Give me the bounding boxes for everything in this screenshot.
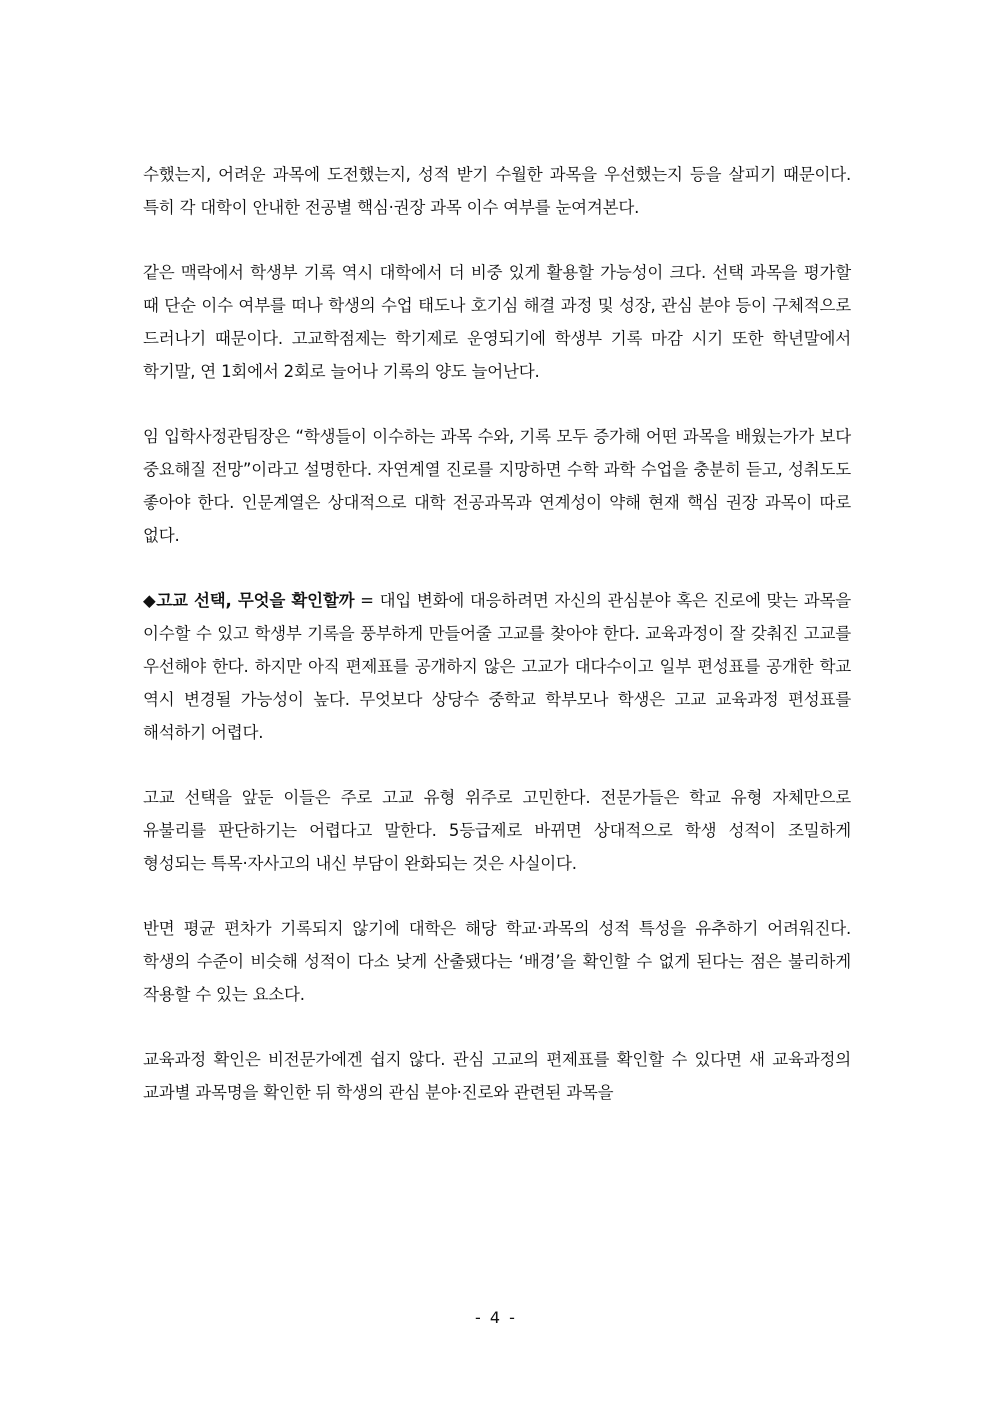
section-heading: ◆고교 선택, 무엇을 확인할까	[143, 591, 355, 610]
paragraph-7: 교육과정 확인은 비전문가에겐 쉽지 않다. 관심 고교의 편제표를 확인할 수 있다면 새 교육과정의 교과별 과목명을 확인한 뒤 학생의 관심 분야·진로와 관련된 과목을	[143, 1050, 851, 1102]
document-body	[143, 158, 851, 1141]
section-body: = 대입 변화에 대응하려면 자신의 관심분야 혹은 진로에 맞는 과목을 이수할 수 있고 학생부 기록을 풍부하게 만들어줄 고교를 찾아야 한다. 교육과정이 잘 갖춰진 고교를 우선해야 한다. 하지만 아직 편제표를 공개하지 않은 고교가 대다수이고 일부 편성표를 공개한 학교 역시 변경될 가능성이 높다. 무엇보다 상당수 중학교 학부모나 학생은 고교 교육과정 편성표를 해석하기 어렵다.	[143, 591, 852, 742]
paragraph-5: 고교 선택을 앞둔 이들은 주로 고교 유형 위주로 고민한다. 전문가들은 학교 유형 자체만으로 유불리를 판단하기는 어렵다고 말한다. 5등급제로 바뀌면 상대적으로 학생 성적이 조밀하게 형성되는 특목·자사고의 내신 부담이 완화되는 것은 사실이다.	[143, 788, 851, 873]
paragraph-6: 반면 평균 편차가 기록되지 않기에 대학은 해당 학교·과목의 성적 특성을 유추하기 어려워진다. 학생의 수준이 비슷해 성적이 다소 낮게 산출됐다는 ‘배경’을 확인할 수 없게 된다는 점은 불리하게 작용할 수 있는 요소다.	[143, 919, 851, 1004]
page-number: - 4 -	[475, 1308, 517, 1327]
paragraph-1: 수했는지, 어려운 과목에 도전했는지, 성적 받기 수월한 과목을 우선했는지 등을 살피기 때문이다. 특히 각 대학이 안내한 전공별 핵심·권장 과목 이수 여부를 눈여겨본다.	[143, 165, 851, 217]
paragraph-2: 같은 맥락에서 학생부 기록 역시 대학에서 더 비중 있게 활용할 가능성이 크다. 선택 과목을 평가할 때 단순 이수 여부를 떠나 학생의 수업 태도나 호기심 해결 과정 및 성장, 관심 분야 등이 구체적으로 드러나기 때문이다. 고교학점제는 학기제로 운영되기에 학생부 기록 마감 시기 또한 학년말에서 학기말, 연 1회에서 2회로 늘어나 기록의 양도 늘어난다.	[143, 263, 851, 381]
paragraph-3: 임 입학사정관팀장은 “학생들이 이수하는 과목 수와, 기록 모두 증가해 어떤 과목을 배웠는가가 보다 중요해질 전망”이라고 설명한다. 자연계열 진로를 지망하면 수학 과학 수업을 충분히 듣고, 성취도도 좋아야 한다. 인문계열은 상대적으로 대학 전공과목과 연계성이 약해 현재 핵심 권장 과목이 따로 없다.	[143, 427, 851, 545]
section-paragraph	[143, 584, 851, 749]
